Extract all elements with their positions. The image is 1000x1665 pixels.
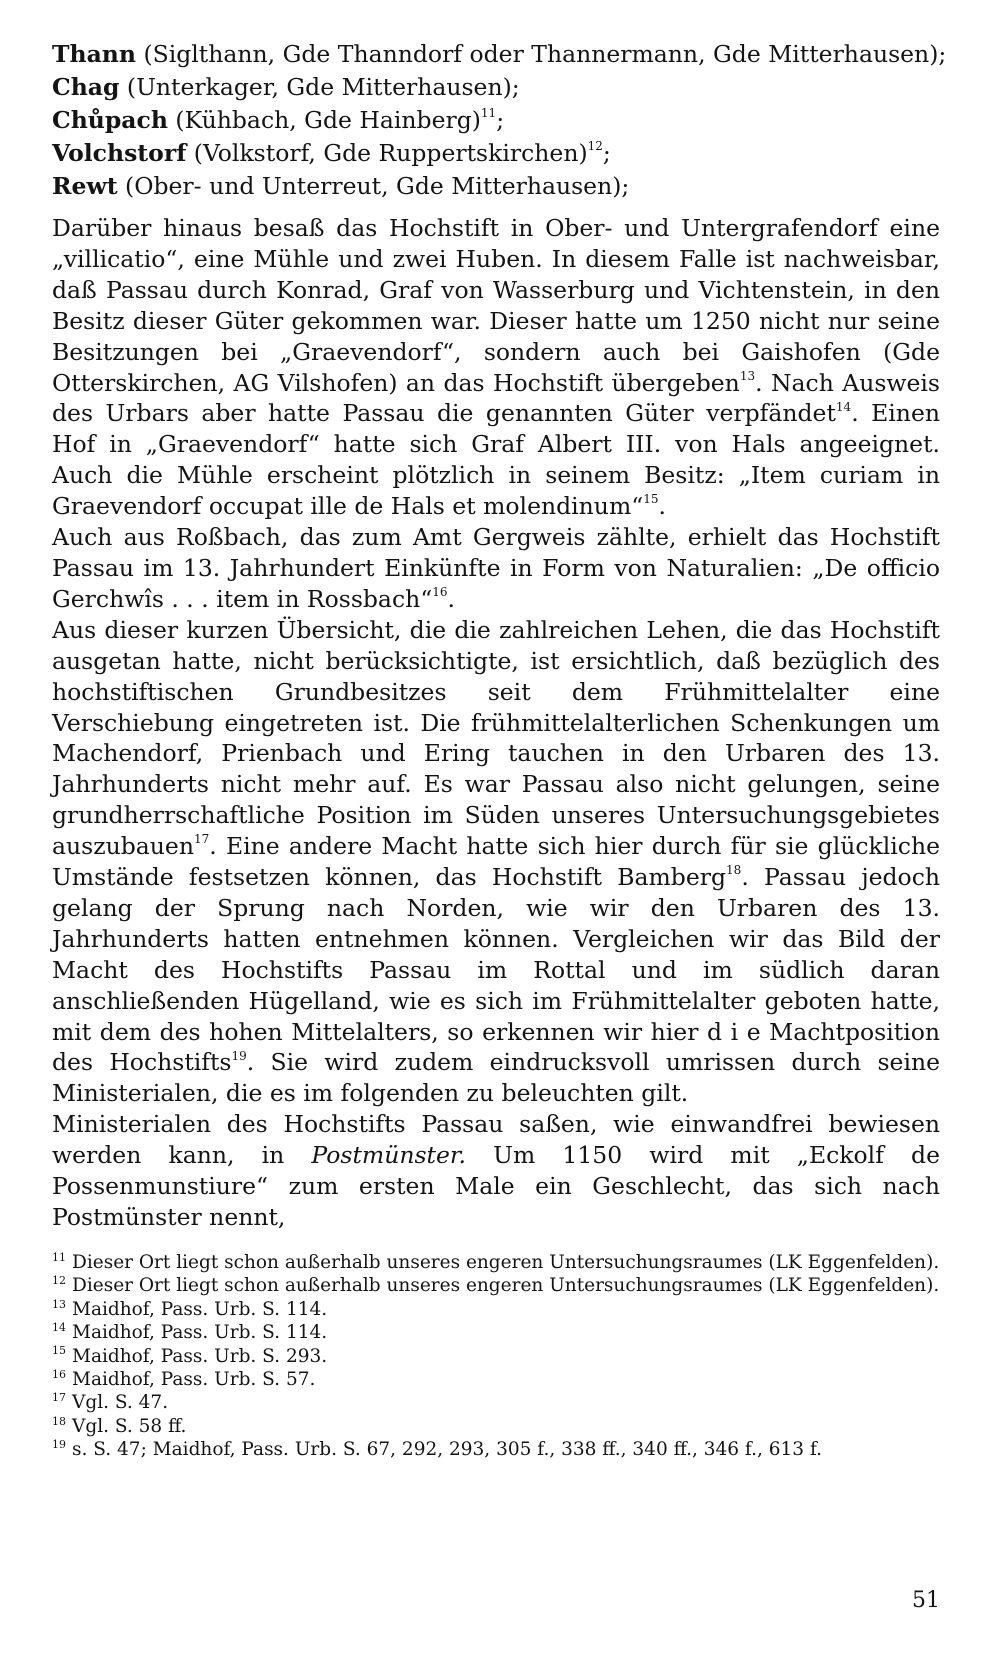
text-run: . Sie wird zudem eindrucksvoll umrissen durch seine Ministerialen, die es im folgenden zu beleuchten gilt.: [52, 1048, 941, 1108]
footnote: [52, 1415, 940, 1438]
footnote: [52, 1321, 940, 1344]
place-desc: (Ober- und Unterreut, Gde Mitterhausen);: [117, 172, 630, 200]
footnote-number: 13: [52, 1297, 66, 1311]
footnote: [52, 1251, 940, 1274]
place-tail: ;: [602, 139, 611, 167]
paragraph: [52, 615, 940, 1110]
text-run: .: [447, 584, 456, 613]
place-tail: ;: [496, 106, 505, 134]
footnote-text: Vgl. S. 58 ff.: [72, 1415, 187, 1437]
footnote: [52, 1298, 940, 1321]
footnote-text: Vgl. S. 47.: [72, 1392, 169, 1414]
footnote-ref: 15: [643, 492, 659, 507]
footnote-ref: 11: [480, 106, 497, 121]
text-run: Um 1150 wird mit „Eckolf de Possenmunstiure“ zum ersten Male ein Geschlecht, das sich nach Postmünster nennt,: [52, 1141, 940, 1231]
place-entry: [52, 104, 940, 137]
footnote-text: Maidhof, Pass. Urb. S. 114.: [72, 1322, 328, 1344]
place-list: [52, 38, 947, 203]
footnote-number: 12: [52, 1274, 66, 1288]
text-run: . Passau jedoch gelang der Sprung nach Norden, wie wir den Urbaren des 13. Jahrhunderts hatten entnehmen können. Vergleichen wir das Bild der Macht des Hochstifts Passau im Rottal und im südlich daran anschließenden Hügelland, wie es sich im Frühmittelalter geboten hatte, mit dem des hohen Mittelalters, so erkennen wir hier d i e Machtposition des Hochstifts: [52, 863, 941, 1077]
body-text: [52, 213, 940, 1233]
paragraph: [52, 522, 940, 615]
text-run: .: [658, 492, 667, 521]
place-emphasis: Postmünster.: [311, 1141, 467, 1170]
footnote-text: Maidhof, Pass. Urb. S. 57.: [72, 1368, 316, 1390]
footnote-text: Maidhof, Pass. Urb. S. 114.: [72, 1298, 328, 1320]
place-name: Volchstorf: [52, 139, 187, 167]
page-number: 51: [912, 1588, 940, 1613]
footnote-number: 15: [52, 1344, 66, 1358]
paragraph: [52, 1109, 940, 1233]
footnote: [52, 1438, 940, 1461]
footnote-number: 17: [52, 1391, 66, 1405]
place-entry: [52, 137, 940, 170]
text-run: Ministerialen des Hochstifts Passau saßen, wie einwandfrei bewiesen werden kann, in: [52, 1110, 940, 1170]
footnotes: [52, 1251, 940, 1462]
place-name: Chůpach: [52, 106, 168, 134]
text-run: Auch aus Roßbach, das zum Amt Gergweis zählte, erhielt das Hochstift Passau im 13. Jahrhundert Einkünfte in Form von Naturalien: „De officio Gerchwîs . . . item in Rossbach“: [52, 523, 940, 613]
footnote-ref: 19: [231, 1048, 247, 1063]
footnote-text: Dieser Ort liegt schon außerhalb unseres engeren Untersuchungsraumes (LK Eggenfelden).: [72, 1275, 940, 1297]
text-run: . Einen Hof in „Graevendorf“ hatte sich Graf Albert III. von Hals angeeignet. Auch die Mühle erscheint plötzlich in seinem Besitz: „Item curiam in Graevendorf occupat ille de Hals et molendinum“: [52, 399, 940, 521]
footnote-ref: 13: [739, 368, 756, 383]
footnote-number: 16: [52, 1367, 66, 1381]
place-name: Rewt: [52, 172, 118, 200]
place-entry: [52, 71, 940, 104]
footnote-text: Maidhof, Pass. Urb. S. 293.: [72, 1345, 328, 1367]
footnote-number: 14: [52, 1320, 66, 1334]
text-run: . Eine andere Macht hatte sich hier durch für sie glückliche Umstände festsetzen können, das Hochstift Bamberg: [52, 832, 940, 892]
footnote-number: 18: [52, 1414, 66, 1428]
footnote: [52, 1274, 940, 1297]
text-run: . Nach Ausweis des Urbars aber hatte Passau die genannten Güter verpfändet: [52, 368, 940, 428]
page: [52, 38, 947, 1462]
footnote: [52, 1345, 940, 1368]
place-desc: (Kühbach, Gde Hainberg): [167, 106, 481, 134]
place-name: Chag: [52, 73, 120, 101]
text-run: Darüber hinaus besaß das Hochstift in Ober- und Untergrafendorf eine „villicatio“, eine Mühle und zwei Huben. In diesem Falle ist nachweisbar, daß Passau durch Konrad, Graf von Wasserburg und Vichtenstein, in den Besitz dieser Güter gekommen war. Dieser hatte um 1250 nicht nur seine Besitzungen bei „Graevendorf“, sondern auch bei Gaishofen (Gde Otterskirchen, AG Vilshofen) an das Hochstift übergeben: [52, 214, 940, 397]
paragraph: [52, 213, 940, 522]
text-run: Aus dieser kurzen Übersicht, die die zahlreichen Lehen, die das Hochstift ausgetan hatte, nicht berücksichtigte, ist ersichtlich, daß bezüglich des hochstiftischen Grundbesitzes seit dem Frühmittelalter eine Verschiebung eingetreten ist. Die frühmittelalterlichen Schenkungen um Machendorf, Prienbach und Ering tauchen in den Urbaren des 13. Jahrhunderts nicht mehr auf. Es war Passau also nicht gelungen, seine grundherrschaftliche Position im Süden unseres Untersuchungsgebietes auszubauen: [52, 615, 940, 861]
place-desc: (Unterkager, Gde Mitterhausen);: [119, 73, 520, 101]
place-desc: (Siglthann, Gde Thanndorf oder Thannermann, Gde Mitterhausen);: [135, 40, 947, 68]
footnote-number: 19: [52, 1438, 66, 1451]
footnote-number: 11: [52, 1250, 66, 1264]
footnote: [52, 1391, 940, 1414]
footnote-text: s. S. 47; Maidhof, Pass. Urb. S. 67, 292, 293, 305 f., 338 ff., 340 ff., 346 f., 613 f.: [72, 1439, 823, 1461]
footnote-ref: 16: [432, 585, 448, 600]
place-name: Thann: [52, 40, 136, 68]
footnote: [52, 1368, 940, 1391]
place-entry: [52, 170, 940, 203]
footnote-ref: 12: [587, 139, 603, 154]
footnote-text: Dieser Ort liegt schon außerhalb unseres engeren Untersuchungsraumes (LK Eggenfelden).: [72, 1251, 940, 1273]
footnote-ref: 14: [835, 399, 852, 414]
footnote-ref: 18: [726, 863, 742, 878]
footnote-ref: 17: [193, 832, 210, 847]
place-desc: (Volkstorf, Gde Ruppertskirchen): [186, 139, 588, 167]
place-entry: [52, 38, 947, 71]
